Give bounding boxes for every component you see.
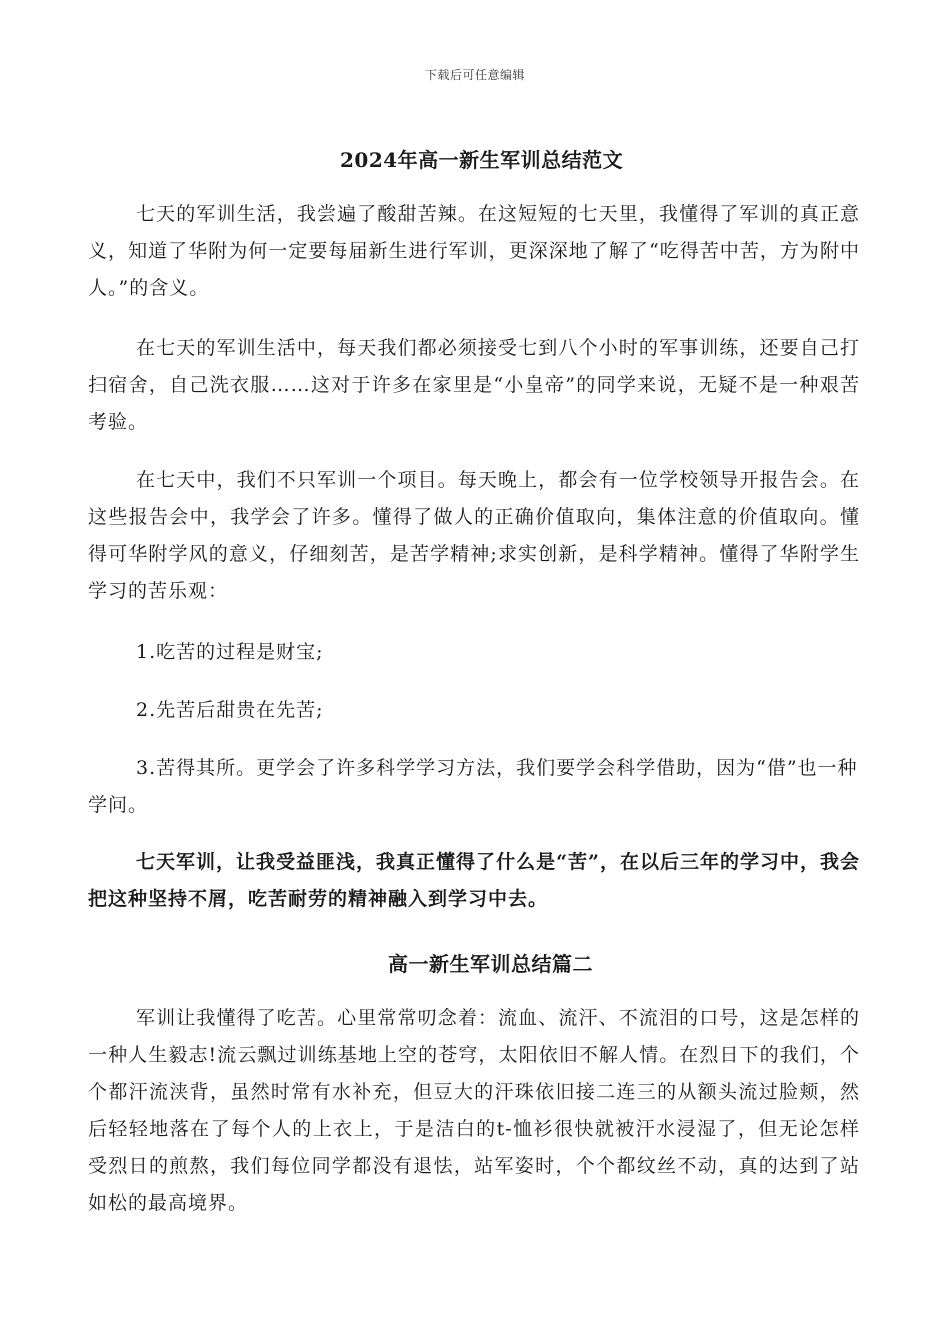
paragraph-3: 在七天中，我们不只军训一个项目。每天晚上，都会有一位学校领导开报告会。在这些报告会中，我学会了许多。懂得了做人的正确价值取向，集体注意的价值取向。懂得可华附学风的意义，仔细刻苦，是苦学精神;求实创新，是科学精神。懂得了华附学生学习的苦乐观： xyxy=(88,469,860,602)
section-paragraph: 军训让我懂得了吃苦。心里常常叨念着：流血、流汗、不流泪的口号，这是怎样的一种人生毅志!流云飘过训练基地上空的苍穹，太阳依旧不解人情。在烈日下的我们，个个都汗流浃背，虽然时常有水补充，但豆大的汗珠依旧接二连三的从额头流过脸颊，然后轻轻地落在了每个人的上衣上，于是洁白的t-恤衫很快就被汗水浸湿了，但无论怎样受烈日的煎熬，我们每位同学都没有退怯，站军姿时，个个都纹丝不动，真的达到了站如松的最高境界。 xyxy=(88,1007,860,1214)
document-title: 2024年高一新生军训总结范文 xyxy=(340,148,624,172)
header-note: 下载后可任意编辑 xyxy=(424,68,525,82)
list-item-3: 3.苦得其所。更学会了许多科学学习方法，我们要学会科学借助，因为“借”也一种学问。 xyxy=(88,757,858,816)
paragraph-1: 七天的军训生活，我尝遍了酸甜苦辣。在这短短的七天里，我懂得了军训的真正意义，知道了华附为何一定要每届新生进行军训，更深深地了解了“吃得苦中苦，方为附中人。”的含义。 xyxy=(88,203,860,299)
conclusion-paragraph: 七天军训，让我受益匪浅，我真正懂得了什么是“苦”，在以后三年的学习中，我会把这种坚持不屑，吃苦耐劳的精神融入到学习中去。 xyxy=(88,851,860,910)
section-title: 高一新生军训总结篇二 xyxy=(388,952,593,976)
list-item-2: 2.先苦后甜贵在先苦; xyxy=(136,699,324,721)
list-item-1: 1.吃苦的过程是财宝; xyxy=(136,641,324,663)
paragraph-2: 在七天的军训生活中，每天我们都必须接受七到八个小时的军事训练，还要自己打扫宿舍，自己洗衣服……这对于许多在家里是“小皇帝”的同学来说，无疑不是一种艰苦考验。 xyxy=(88,337,860,433)
